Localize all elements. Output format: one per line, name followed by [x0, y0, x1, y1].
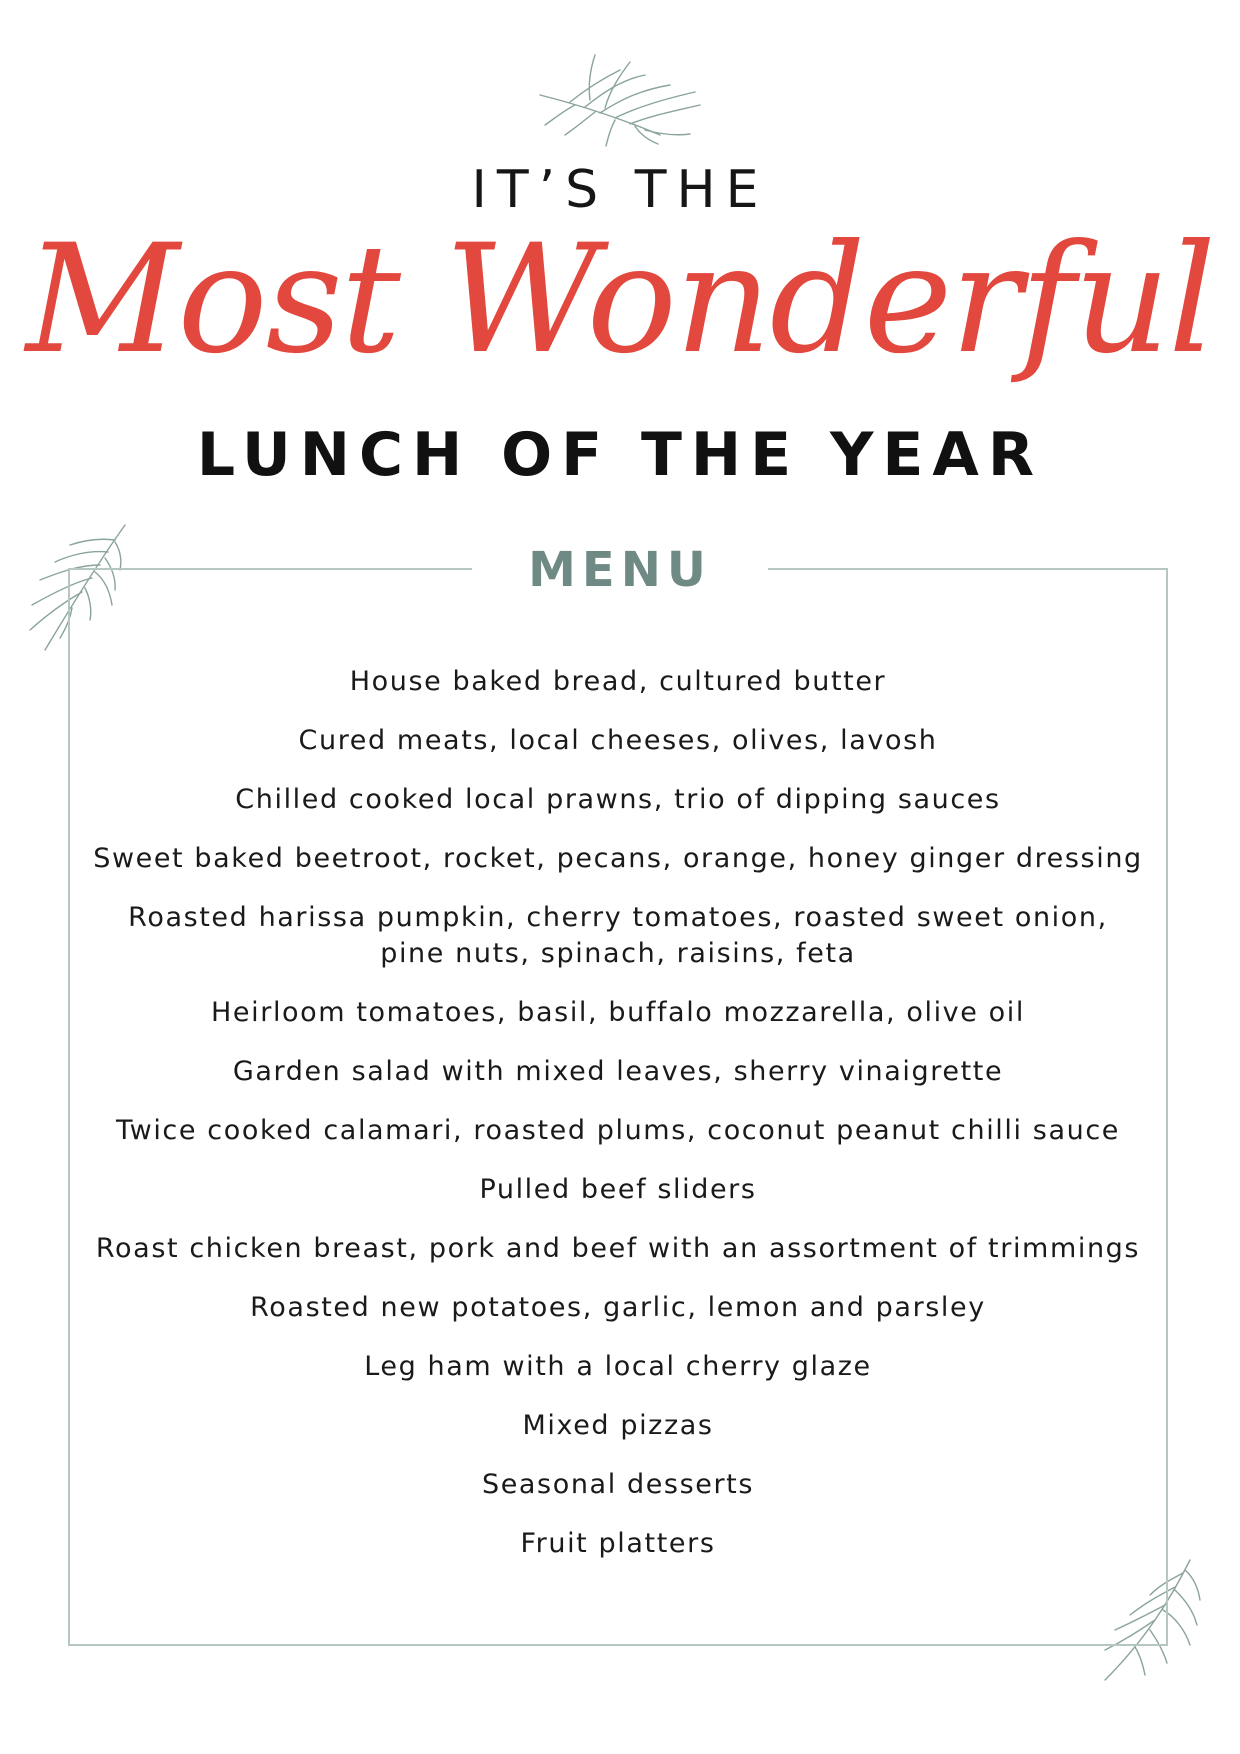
rosemary-sprig-top-icon: [530, 50, 710, 150]
menu-item: [68, 1054, 1168, 1090]
menu-item-line: Mixed pizzas: [522, 1410, 714, 1441]
menu-item: [68, 1467, 1168, 1503]
menu-item-line: Chilled cooked local prawns, trio of dipping sauces: [235, 784, 1001, 815]
menu-item: [68, 1408, 1168, 1444]
menu-item-line: Pulled beef sliders: [479, 1174, 757, 1205]
title-line-1: IT’S THE: [471, 160, 769, 220]
menu-item-line: Heirloom tomatoes, basil, buffalo mozzarella, olive oil: [211, 997, 1025, 1028]
menu-item-line: Sweet baked beetroot, rocket, pecans, orange, honey ginger dressing: [93, 843, 1143, 874]
menu-item-line: Roasted harissa pumpkin, cherry tomatoes, roasted sweet onion,: [128, 902, 1108, 933]
menu-item: [68, 1290, 1168, 1326]
menu-item-line: Twice cooked calamari, roasted plums, coconut peanut chilli sauce: [116, 1115, 1120, 1146]
menu-item: [68, 723, 1168, 759]
menu-item: [68, 900, 1168, 972]
menu-item: [68, 1526, 1168, 1562]
menu-item: [68, 995, 1168, 1031]
menu-item: [68, 1172, 1168, 1208]
menu-list: [68, 664, 1168, 1585]
menu-item: [68, 782, 1168, 818]
menu-item: [68, 1231, 1168, 1267]
title-line-3: LUNCH OF THE YEAR: [196, 420, 1044, 490]
menu-item: [68, 1349, 1168, 1385]
menu-item-line: Roast chicken breast, pork and beef with an assortment of trimmings: [95, 1233, 1141, 1264]
menu-item-line: pine nuts, spinach, raisins, feta: [380, 938, 856, 969]
menu-heading: MENU: [472, 540, 768, 600]
script-title: Most Wonderful: [25, 213, 1215, 387]
menu-item-line: Seasonal desserts: [481, 1469, 755, 1500]
menu-item-line: Garden salad with mixed leaves, sherry vinaigrette: [232, 1056, 1004, 1087]
menu-item-line: Leg ham with a local cherry glaze: [364, 1351, 872, 1382]
menu-item: [68, 1113, 1168, 1149]
menu-item-line: Fruit platters: [520, 1528, 716, 1559]
menu-item-line: House baked bread, cultured butter: [349, 666, 887, 697]
menu-item-line: Roasted new potatoes, garlic, lemon and parsley: [250, 1292, 986, 1323]
menu-item-line: Cured meats, local cheeses, olives, lavosh: [298, 725, 938, 756]
menu-item: [68, 841, 1168, 877]
menu-item: [68, 664, 1168, 700]
